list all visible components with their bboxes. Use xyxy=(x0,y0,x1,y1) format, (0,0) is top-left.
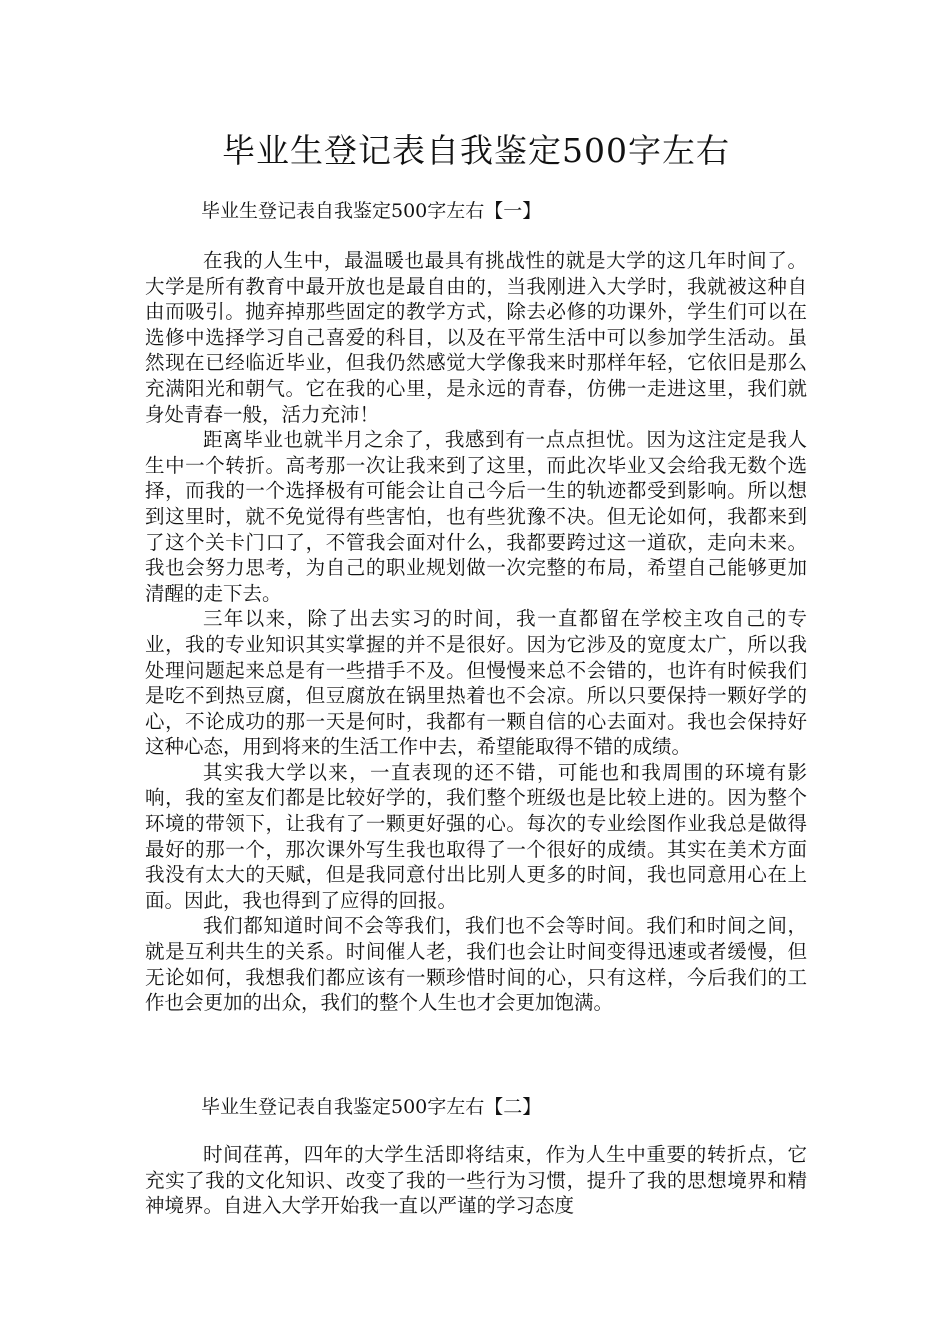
section-2-body xyxy=(145,1142,807,1219)
section-heading-2: 毕业生登记表自我鉴定500字左右【二】 xyxy=(201,1096,542,1118)
paragraph: 其实我大学以来，一直表现的还不错，可能也和我周围的环境有影响，我的室友们都是比较好学的，我们整个班级也是比较上进的。因为整个环境的带领下，让我有了一颗更好强的心。每次的专业绘图作业我总是做得最好的那一个，那次课外写生我也取得了一个很好的成绩。其实在美术方面我没有太大的天赋，但是我同意付出比别人更多的时间，我也同意用心在上面。因此，我也得到了应得的回报。 xyxy=(145,760,807,912)
section-1-body xyxy=(145,248,807,1016)
document-title: 毕业生登记表自我鉴定500字左右 xyxy=(222,131,730,170)
section-heading-1: 毕业生登记表自我鉴定500字左右【一】 xyxy=(201,200,542,222)
paragraph: 在我的人生中，最温暖也最具有挑战性的就是大学的这几年时间了。大学是所有教育中最开放也是最自由的，当我刚进入大学时，我就被这种自由而吸引。抛弃掉那些固定的教学方式，除去必修的功课外，学生们可以在选修中选择学习自己喜爱的科目，以及在平常生活中可以参加学生活动。虽然现在已经临近毕业，但我仍然感觉大学像我来时那样年轻，它依旧是那么充满阳光和朝气。它在我的心里，是永远的青春，仿佛一走进这里，我们就身处青春一般，活力充沛！ xyxy=(145,249,807,426)
paragraph: 时间荏苒，四年的大学生活即将结束，作为人生中重要的转折点，它充实了我的文化知识、改变了我的一些行为习惯，提升了我的思想境界和精神境界。自进入大学开始我一直以严谨的学习态度 xyxy=(145,1143,807,1218)
paragraph: 三年以来，除了出去实习的时间，我一直都留在学校主攻自己的专业，我的专业知识其实掌握的并不是很好。因为它涉及的宽度太广，所以我处理问题起来总是有一些措手不及。但慢慢来总不会错的，也许有时候我们是吃不到热豆腐，但豆腐放在锅里热着也不会凉。所以只要保持一颗好学的心，不论成功的那一天是何时，我都有一颗自信的心去面对。我也会保持好这种心态，用到将来的生活工作中去，希望能取得不错的成绩。 xyxy=(145,607,807,759)
paragraph: 距离毕业也就半月之余了，我感到有一点点担忧。因为这注定是我人生中一个转折。高考那一次让我来到了这里，而此次毕业又会给我无数个选择，而我的一个选择极有可能会让自己今后一生的轨迹都受到影响。所以想到这里时，就不免觉得有些害怕，也有些犹豫不决。但无论如何，我都来到了这个关卡门口了，不管我会面对什么，我都要跨过这一道砍，走向未来。我也会努力思考，为自己的职业规划做一次完整的布局，希望自己能够更加清醒的走下去。 xyxy=(145,428,807,605)
paragraph: 我们都知道时间不会等我们，我们也不会等时间。我们和时间之间，就是互利共生的关系。时间催人老，我们也会让时间变得迅速或者缓慢，但无论如何，我想我们都应该有一颗珍惜时间的心，只有这样，今后我们的工作也会更加的出众，我们的整个人生也才会更加饱满。 xyxy=(145,914,807,1015)
